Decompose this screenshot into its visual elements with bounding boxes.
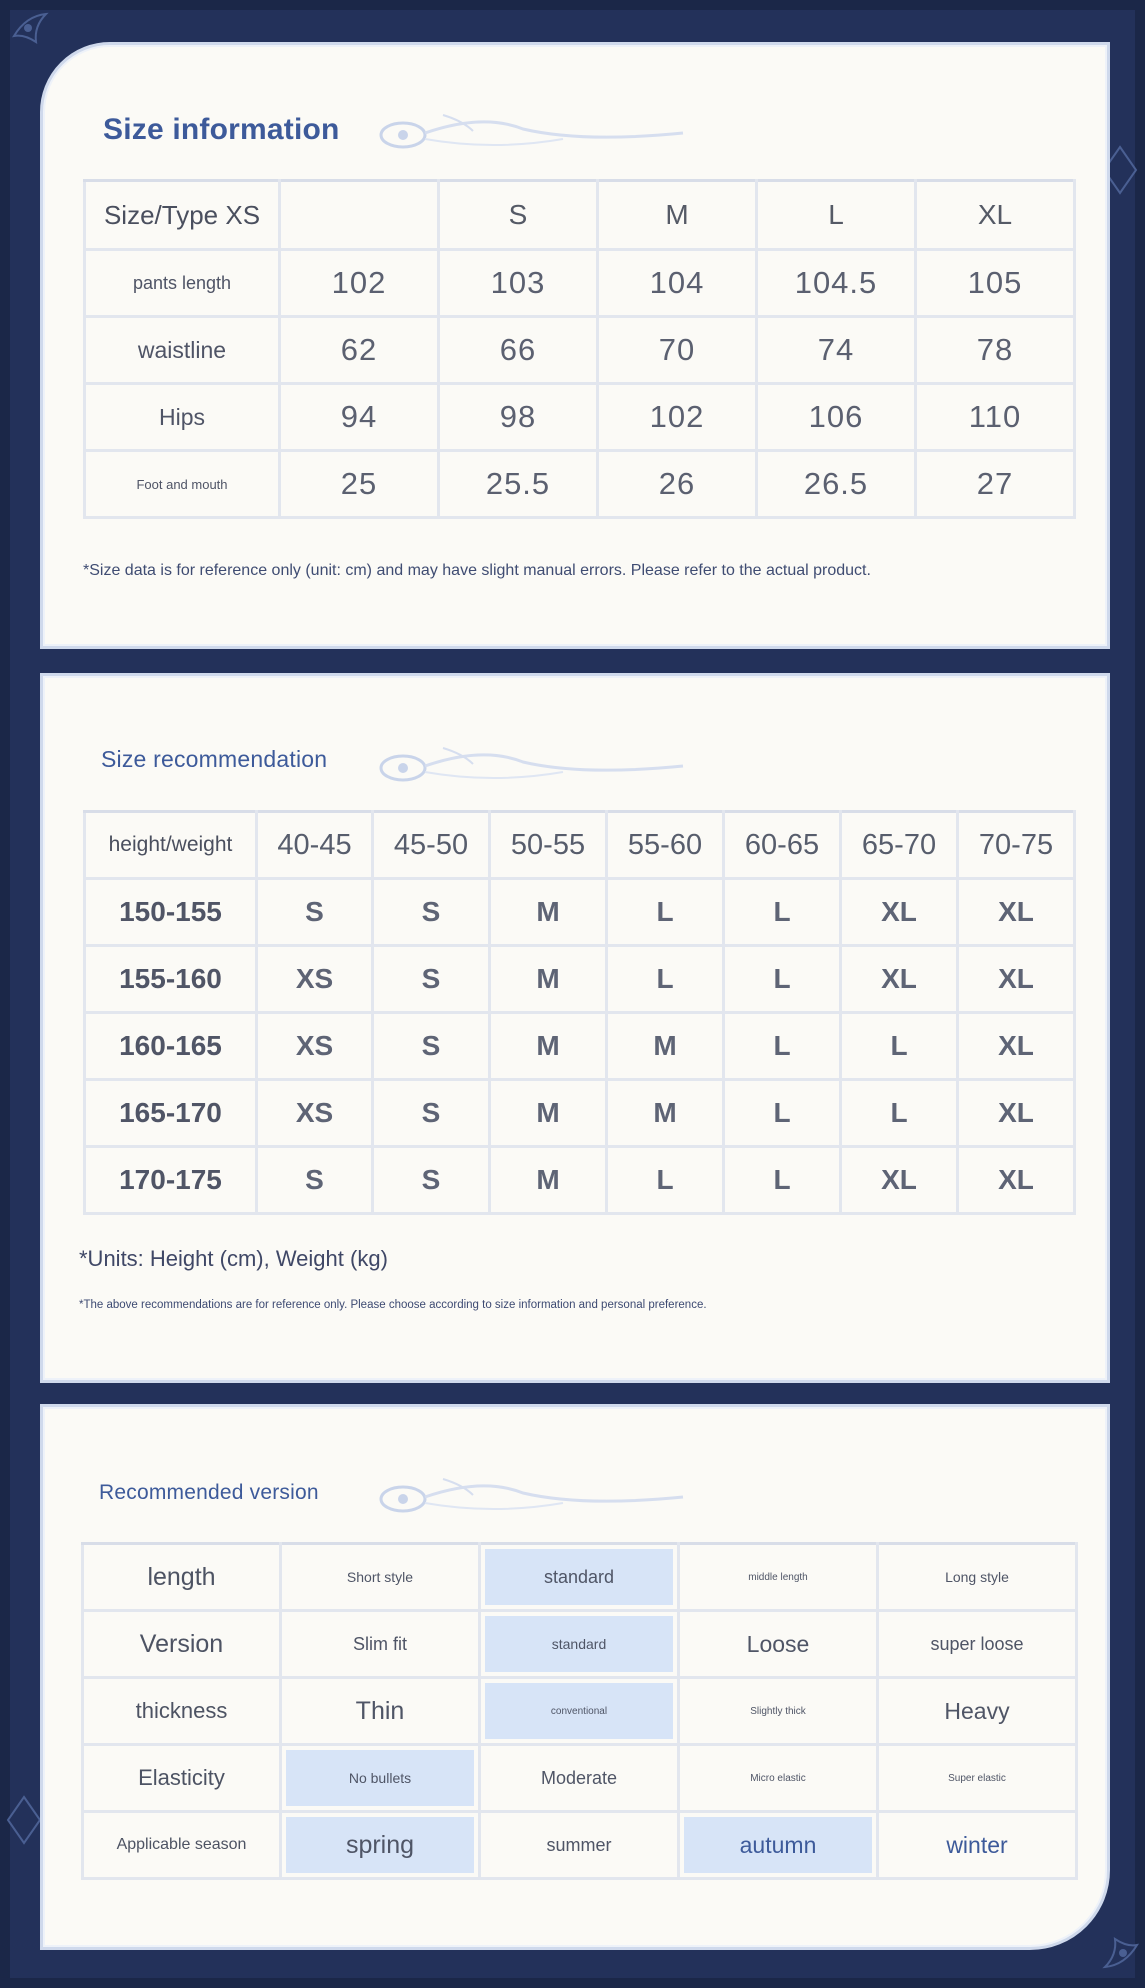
table-cell: XL <box>841 1147 958 1214</box>
option-cell: super loose <box>878 1611 1077 1678</box>
row-label: thickness <box>83 1678 281 1745</box>
table-cell: S <box>373 946 490 1013</box>
option-cell-selected: autumn <box>679 1812 878 1879</box>
table-row <box>83 1812 1077 1879</box>
table-cell: M <box>490 879 607 946</box>
row-label: waistline <box>85 317 280 384</box>
table-row <box>83 1611 1077 1678</box>
row-label: Hips <box>85 384 280 451</box>
table-cell: 62 <box>280 317 439 384</box>
table-cell: XL <box>958 1080 1075 1147</box>
table-cell: 78 <box>916 317 1075 384</box>
row-label: Applicable season <box>83 1812 281 1879</box>
option-cell: middle length <box>679 1544 878 1611</box>
option-cell: Loose <box>679 1611 878 1678</box>
header-cell: 70-75 <box>958 812 1075 879</box>
units-note: *Units: Height (cm), Weight (kg) <box>79 1246 388 1271</box>
option-cell-selected: conventional <box>480 1678 679 1745</box>
table-cell: L <box>607 946 724 1013</box>
row-label: 155-160 <box>85 946 257 1013</box>
table-row <box>85 384 1075 451</box>
table-cell: 25 <box>280 451 439 518</box>
size-information-title: Size information <box>103 113 340 146</box>
option-cell: Thin <box>281 1678 480 1745</box>
table-cell: L <box>841 1080 958 1147</box>
row-label: 170-175 <box>85 1147 257 1214</box>
header-cell: M <box>598 181 757 250</box>
table-cell: 110 <box>916 384 1075 451</box>
header-cell: L <box>757 181 916 250</box>
option-cell: Super elastic <box>878 1745 1077 1812</box>
table-cell: L <box>724 879 841 946</box>
recommended-version-table <box>81 1542 1078 1880</box>
option-cell: summer <box>480 1812 679 1879</box>
table-row <box>85 451 1075 518</box>
table-header-row <box>85 812 1075 879</box>
row-label: length <box>83 1544 281 1611</box>
size-recommendation-panel <box>40 673 1110 1383</box>
header-cell: 45-50 <box>373 812 490 879</box>
row-label: pants length <box>85 250 280 317</box>
table-cell: 66 <box>439 317 598 384</box>
table-cell: L <box>724 1013 841 1080</box>
table-cell: XL <box>958 1013 1075 1080</box>
option-cell-selected: standard <box>480 1544 679 1611</box>
recommended-version-title: Recommended version <box>99 1481 319 1504</box>
header-cell: 40-45 <box>257 812 373 879</box>
table-row <box>85 879 1075 946</box>
option-cell: Micro elastic <box>679 1745 878 1812</box>
header-cell: 55-60 <box>607 812 724 879</box>
header-cell <box>280 181 439 250</box>
row-label: Version <box>83 1611 281 1678</box>
option-cell: winter <box>878 1812 1077 1879</box>
row-label: Foot and mouth <box>85 451 280 518</box>
table-cell: 70 <box>598 317 757 384</box>
table-row <box>85 1147 1075 1214</box>
table-cell: XL <box>841 879 958 946</box>
table-cell: L <box>724 1147 841 1214</box>
table-cell: S <box>257 1147 373 1214</box>
table-cell: 74 <box>757 317 916 384</box>
option-cell: Long style <box>878 1544 1077 1611</box>
table-cell: 26 <box>598 451 757 518</box>
header-cell: XL <box>916 181 1075 250</box>
table-cell: L <box>607 1147 724 1214</box>
table-cell: 106 <box>757 384 916 451</box>
table-cell: 98 <box>439 384 598 451</box>
size-information-panel <box>40 42 1110 649</box>
size-recommendation-table <box>83 810 1076 1215</box>
table-header-row <box>85 181 1075 250</box>
header-cell: 65-70 <box>841 812 958 879</box>
table-row <box>85 946 1075 1013</box>
table-cell: S <box>257 879 373 946</box>
table-cell: L <box>841 1013 958 1080</box>
table-cell: 104 <box>598 250 757 317</box>
row-label: Elasticity <box>83 1745 281 1812</box>
table-cell: 105 <box>916 250 1075 317</box>
table-cell: S <box>373 1080 490 1147</box>
size-recommendation-title: Size recommendation <box>101 746 328 772</box>
table-row <box>85 250 1075 317</box>
table-cell: S <box>373 1013 490 1080</box>
table-cell: S <box>373 879 490 946</box>
table-cell: 25.5 <box>439 451 598 518</box>
header-cell: 50-55 <box>490 812 607 879</box>
table-cell: S <box>373 1147 490 1214</box>
side-ornament-icon <box>4 1795 44 1845</box>
table-cell: XS <box>257 946 373 1013</box>
table-cell: L <box>724 946 841 1013</box>
option-cell-selected: spring <box>281 1812 480 1879</box>
table-cell: 102 <box>280 250 439 317</box>
header-cell: height/weight <box>85 812 257 879</box>
table-cell: L <box>607 879 724 946</box>
option-cell: Slightly thick <box>679 1678 878 1745</box>
header-cell: Size/Type XS <box>85 181 280 250</box>
table-cell: M <box>607 1080 724 1147</box>
table-cell: M <box>490 946 607 1013</box>
row-label: 165-170 <box>85 1080 257 1147</box>
reference-note: *The above recommendations are for reference only. Please choose according to size information and personal preference. <box>79 1299 707 1311</box>
table-cell: 27 <box>916 451 1075 518</box>
table-row <box>85 317 1075 384</box>
option-cell: Slim fit <box>281 1611 480 1678</box>
table-cell: XL <box>958 1147 1075 1214</box>
table-cell: XS <box>257 1013 373 1080</box>
table-cell: 103 <box>439 250 598 317</box>
table-cell: M <box>490 1080 607 1147</box>
table-cell: 102 <box>598 384 757 451</box>
table-cell: 104.5 <box>757 250 916 317</box>
size-information-table <box>83 179 1076 519</box>
option-cell: Heavy <box>878 1678 1077 1745</box>
row-label: 150-155 <box>85 879 257 946</box>
table-cell: 26.5 <box>757 451 916 518</box>
decorative-swirl-icon <box>363 736 693 796</box>
table-cell: M <box>607 1013 724 1080</box>
header-cell: S <box>439 181 598 250</box>
option-cell-selected: No bullets <box>281 1745 480 1812</box>
table-cell: XL <box>841 946 958 1013</box>
decorative-swirl-icon <box>363 1467 693 1527</box>
table-row <box>83 1678 1077 1745</box>
header-cell: 60-65 <box>724 812 841 879</box>
table-row <box>85 1013 1075 1080</box>
option-cell: Short style <box>281 1544 480 1611</box>
table-row <box>83 1544 1077 1611</box>
table-row <box>83 1745 1077 1812</box>
table-cell: XS <box>257 1080 373 1147</box>
table-cell: M <box>490 1147 607 1214</box>
table-cell: 94 <box>280 384 439 451</box>
size-information-note: *Size data is for reference only (unit: cm) and may have slight manual errors. Please refer to the actual product. <box>83 562 871 579</box>
recommended-version-panel <box>40 1404 1110 1950</box>
option-cell-selected: standard <box>480 1611 679 1678</box>
table-cell: M <box>490 1013 607 1080</box>
table-cell: XL <box>958 946 1075 1013</box>
table-row <box>85 1080 1075 1147</box>
table-cell: XL <box>958 879 1075 946</box>
table-cell: L <box>724 1080 841 1147</box>
row-label: 160-165 <box>85 1013 257 1080</box>
decorative-swirl-icon <box>363 103 693 163</box>
option-cell: Moderate <box>480 1745 679 1812</box>
